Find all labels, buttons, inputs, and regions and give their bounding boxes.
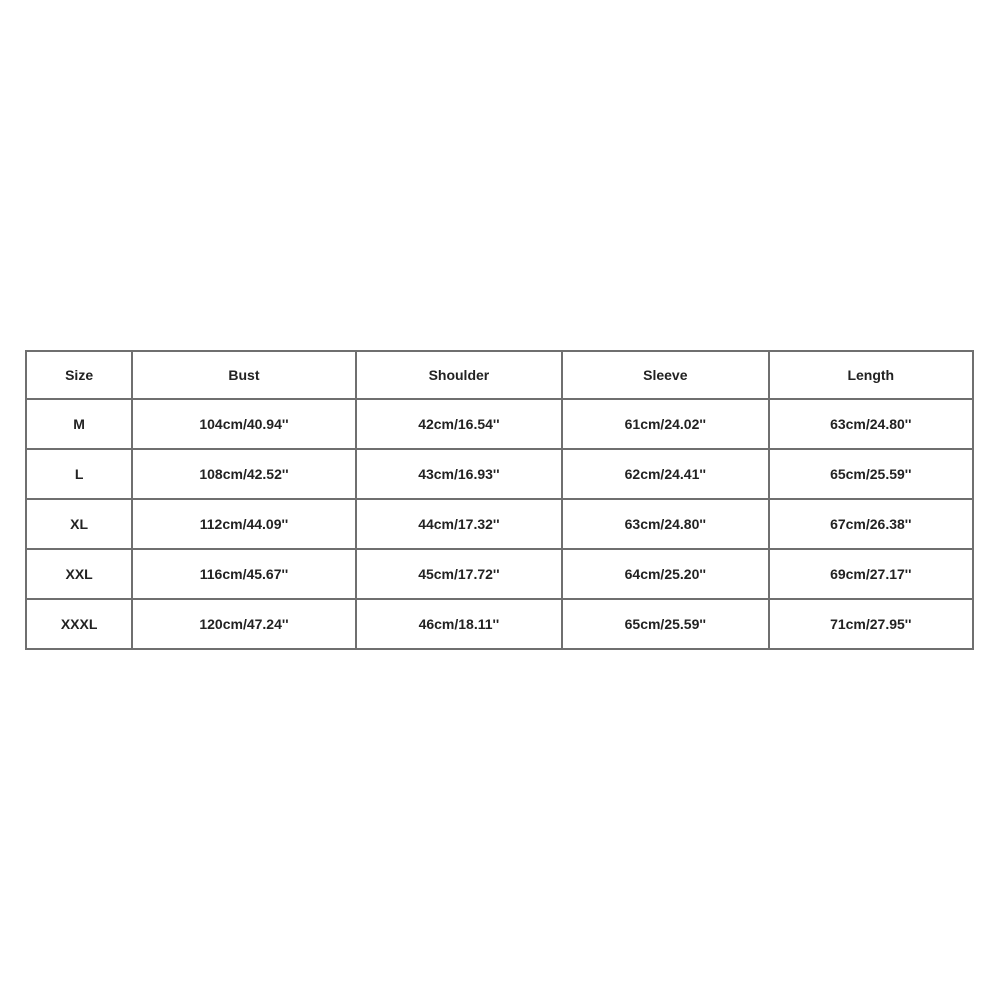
header-shoulder: Shoulder — [356, 351, 562, 399]
cell-shoulder: 46cm/18.11'' — [356, 599, 562, 649]
table-row — [26, 599, 973, 649]
cell-sleeve: 65cm/25.59'' — [562, 599, 768, 649]
table-header-row — [26, 351, 973, 399]
cell-sleeve: 61cm/24.02'' — [562, 399, 768, 449]
cell-length: 69cm/27.17'' — [769, 549, 973, 599]
table-row — [26, 549, 973, 599]
header-bust: Bust — [132, 351, 355, 399]
cell-bust: 104cm/40.94'' — [132, 399, 355, 449]
cell-sleeve: 62cm/24.41'' — [562, 449, 768, 499]
header-size: Size — [26, 351, 132, 399]
header-length: Length — [769, 351, 973, 399]
cell-bust: 112cm/44.09'' — [132, 499, 355, 549]
cell-bust: 120cm/47.24'' — [132, 599, 355, 649]
cell-shoulder: 44cm/17.32'' — [356, 499, 562, 549]
cell-length: 63cm/24.80'' — [769, 399, 973, 449]
cell-sleeve: 64cm/25.20'' — [562, 549, 768, 599]
table-row — [26, 399, 973, 449]
cell-size: L — [26, 449, 132, 499]
cell-size: XXXL — [26, 599, 132, 649]
cell-size: M — [26, 399, 132, 449]
cell-length: 71cm/27.95'' — [769, 599, 973, 649]
table-row — [26, 449, 973, 499]
cell-shoulder: 45cm/17.72'' — [356, 549, 562, 599]
cell-bust: 108cm/42.52'' — [132, 449, 355, 499]
cell-size: XXL — [26, 549, 132, 599]
table-row — [26, 499, 973, 549]
cell-sleeve: 63cm/24.80'' — [562, 499, 768, 549]
cell-length: 67cm/26.38'' — [769, 499, 973, 549]
cell-length: 65cm/25.59'' — [769, 449, 973, 499]
cell-bust: 116cm/45.67'' — [132, 549, 355, 599]
size-chart-table — [25, 350, 974, 650]
header-sleeve: Sleeve — [562, 351, 768, 399]
cell-shoulder: 42cm/16.54'' — [356, 399, 562, 449]
cell-size: XL — [26, 499, 132, 549]
cell-shoulder: 43cm/16.93'' — [356, 449, 562, 499]
